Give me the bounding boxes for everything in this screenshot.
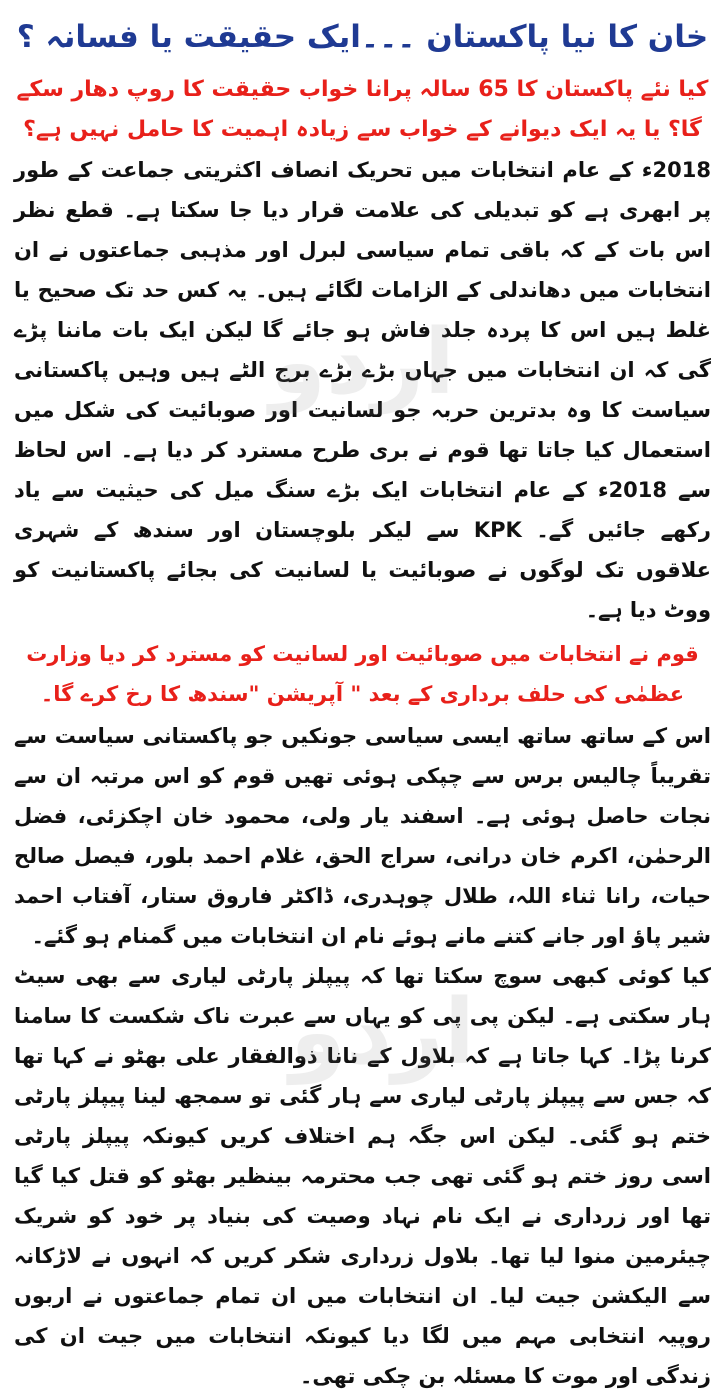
- article-subtitle: کیا نئے پاکستان کا 65 سالہ پرانا خواب حقیقت کا روپ دھار سکے گا؟ یا یہ ایک دیوانے کے خواب سے زیادہ اہمیت کا حامل نہیں ہے؟: [16, 77, 709, 142]
- watermark-logo: اردو: [290, 980, 475, 1085]
- pull-quote: قوم نے انتخابات میں صوبائیت اور لسانیت کو مسترد کر دیا وزارت عظمٰی کی حلف برداری کے بعد " آپریشن "سندھ کا رخ کرے گا۔: [26, 642, 699, 706]
- watermark-logo: اردو: [270, 310, 455, 415]
- article-paragraph-2: اس کے ساتھ ساتھ ایسی سیاسی جونکیں جو پاکستانی سیاست سے تقریباً چالیس برس سے چپکی ہوئی تھیں قوم کو اس مرتبہ ان سے نجات حاصل ہوئی ہے۔ اسفند یار ولی، محمود خان اچکزئی، فضل الرحمٰن، اکرم خان درانی، سراج الحق، غلام احمد بلور، فیصل صالح حیات، رانا ثناء اللہ، طلال چوہدری، ڈاکٹر فاروق ستار، آفتاب احمد شیر پاؤ اور جانے کتنے مانے ہوئے نام ان انتخابات میں گمنام ہو گئے۔: [14, 724, 711, 948]
- article-paragraph-1: 2018ء کے عام انتخابات میں تحریک انصاف اکثریتی جماعت کے طور پر ابھری ہے کو تبدیلی کی علامت قرار دیا جا سکتا ہے۔ قطع نظر اس بات کے کہ باقی تمام سیاسی لبرل اور مذہبی جماعتوں نے ان انتخابات میں دھاندلی کے الزامات لگائے ہیں۔ یہ کس حد تک صحیح یا غلط ہیں اس کا پردہ جلد فاش ہو جائے گا لیکن ایک بات ماننا پڑے گی کہ ان انتخابات میں جہاں بڑے بڑے برج الٹے ہیں وہیں پاکستانی سیاست کا وہ بدترین حربہ جو لسانیت اور صوبائیت کی شکل میں استعمال کیا جاتا تھا قوم نے بری طرح مسترد کر دیا ہے۔ اس لحاظ سے 2018ء کے عام انتخابات ایک بڑے سنگ میل کی حیثیت سے یاد رکھے جائیں گے۔ KPK سے لیکر بلوچستان اور سندھ کے شہری علاقوں تک لوگوں نے صوبائیت یا لسانیت کی بجائے پاکستانیت کو ووٹ دیا ہے۔: [14, 158, 712, 622]
- article-title: خان کا نیا پاکستان ۔۔۔ایک حقیقت یا فسانہ ؟: [16, 19, 709, 55]
- article-paragraph-3: کیا کوئی کبھی سوچ سکتا تھا کہ پیپلز پارٹی لیاری سے بھی سیٹ ہار سکتی ہے۔ لیکن پی پی کو یہاں سے عبرت ناک شکست کا سامنا کرنا پڑا۔ کہا جاتا ہے کہ بلاول کے نانا ذوالفقار علی بھٹو نے کہا تھا کہ جس سے پیپلز پارٹی لیاری سے ہار گئی تو سمجھ لینا پیپلز پارٹی ختم ہو گئی۔ لیکن اس جگہ ہم اختلاف کریں کیونکہ پیپلز پارٹی اسی روز ختم ہو گئی تھی جب محترمہ بینظیر بھٹو کو قتل کیا گیا تھا اور زرداری نے ایک نام نہاد وصیت کی بنیاد پر خود کو شریک چیئرمین منوا لیا تھا۔ بلاول زرداری شکر کریں کہ انہوں نے لاڑکانہ سے الیکشن جیت لیا۔ ان انتخابات میں ان تمام جماعتوں نے اربوں روپیہ انتخابی مہم میں لگا دیا کیونکہ انتخابات میں جیت ان کی زندگی اور موت کا مسئلہ بن چکی تھی۔: [14, 964, 711, 1388]
